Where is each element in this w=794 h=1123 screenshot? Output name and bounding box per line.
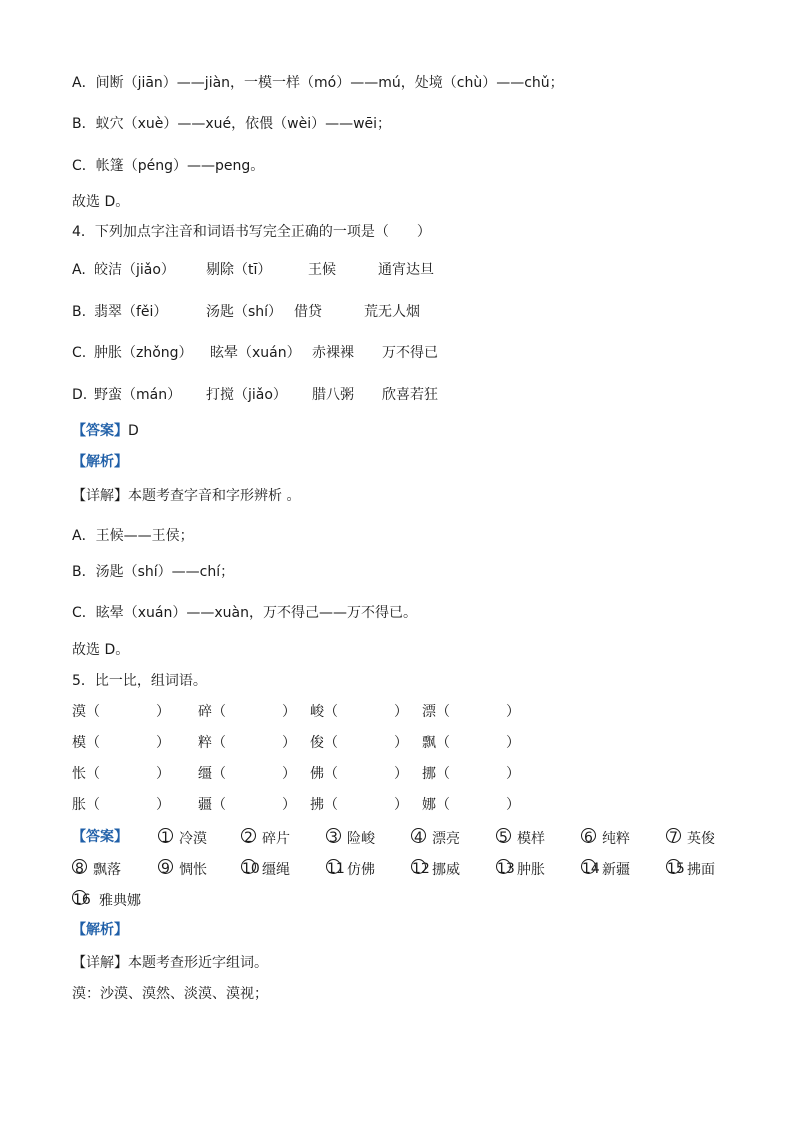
answer-word: 飘落 bbox=[93, 862, 121, 878]
q4-answer bbox=[72, 422, 139, 440]
option-item: 王候 bbox=[308, 262, 336, 278]
detail-tag: 【详解】 bbox=[72, 955, 128, 971]
q4-detail bbox=[72, 487, 300, 505]
answer-item bbox=[666, 859, 715, 879]
grid-cell: 俊（ ） bbox=[310, 735, 408, 751]
option-item: 皎洁（jiǎo） bbox=[94, 262, 175, 278]
circled-number: 11 bbox=[327, 861, 345, 877]
prev-analysis-line-c: C．帐篷（péng）——peng。 bbox=[72, 158, 265, 174]
option-item: 翡翠（fěi） bbox=[94, 304, 168, 320]
option-label: D. bbox=[72, 387, 88, 403]
option-item: 通宵达旦 bbox=[378, 262, 434, 278]
option-item: 剔除（tī） bbox=[206, 262, 272, 278]
grid-cell: 模（ ） bbox=[72, 735, 170, 751]
q4-question: 4．下列加点字注音和词语书写完全正确的一项是（ ） bbox=[72, 224, 431, 240]
answer-word: 新疆 bbox=[602, 862, 630, 878]
prev-analysis-line-a: A．间断（jiān）——jiàn，一模一样（mó）——mú，处境（chù）——chǔ； bbox=[72, 75, 564, 91]
answer-item bbox=[326, 859, 375, 879]
q5-detail bbox=[72, 954, 268, 972]
answer-item bbox=[158, 859, 207, 879]
circled-number: 7 bbox=[666, 828, 681, 843]
answer-word: 挪威 bbox=[432, 862, 460, 878]
q5-question: 5．比一比，组词语。 bbox=[72, 673, 207, 689]
circled-number: 1 bbox=[158, 828, 173, 843]
grid-cell: 拂（ ） bbox=[310, 797, 408, 813]
option-item: 借贷 bbox=[294, 304, 322, 320]
answer-word: 险峻 bbox=[347, 831, 375, 847]
circled-number: 4 bbox=[411, 828, 426, 843]
option-item: 野蛮（mán） bbox=[94, 387, 182, 403]
q4-analysis-line-c: C．眩晕（xuán）——xuàn，万不得己——万不得已。 bbox=[72, 605, 417, 621]
answer-word: 仿佛 bbox=[347, 862, 375, 878]
answer-word: 缰绳 bbox=[262, 862, 290, 878]
answer-item bbox=[411, 859, 460, 879]
prev-analysis-line-b: B．蚁穴（xuè）——xué，依偎（wèi）——wēi； bbox=[72, 116, 392, 132]
answer-item bbox=[326, 828, 375, 848]
q4-analysis-tag: 【解析】 bbox=[72, 454, 128, 470]
circled-number: 16 bbox=[73, 892, 91, 908]
circled-number: 9 bbox=[158, 859, 173, 874]
grid-cell: 飘（ ） bbox=[422, 735, 520, 751]
circled-number: 14 bbox=[582, 861, 600, 877]
grid-cell: 峻（ ） bbox=[310, 704, 408, 720]
answer-word: 冷漠 bbox=[179, 831, 207, 847]
q4-conclusion: 故选 D。 bbox=[72, 642, 130, 658]
answer-tag: 【答案】 bbox=[72, 423, 128, 439]
answer-item bbox=[411, 828, 460, 848]
circled-number: 13 bbox=[497, 861, 515, 877]
option-item: 欣喜若狂 bbox=[382, 387, 438, 403]
option-label: B. bbox=[72, 304, 87, 320]
grid-cell: 粹（ ） bbox=[198, 735, 296, 751]
grid-cell: 佛（ ） bbox=[310, 766, 408, 782]
answer-tag: 【答案】 bbox=[72, 829, 128, 845]
grid-cell: 漠（ ） bbox=[72, 704, 170, 720]
answer-word: 碎片 bbox=[262, 831, 290, 847]
answer-item bbox=[72, 890, 141, 910]
detail-text: 本题考查形近字组词。 bbox=[128, 955, 268, 971]
option-item: 腊八粥 bbox=[312, 387, 354, 403]
circled-number: 8 bbox=[72, 859, 87, 874]
answer-item bbox=[581, 828, 630, 848]
circled-number: 10 bbox=[242, 861, 260, 877]
grid-cell: 疆（ ） bbox=[198, 797, 296, 813]
prev-conclusion: 故选 D。 bbox=[72, 194, 130, 210]
grid-cell: 挪（ ） bbox=[422, 766, 520, 782]
detail-text: 本题考查字音和字形辨析 。 bbox=[128, 488, 301, 504]
q5-first-line: 漠：沙漠、漠然、淡漠、漠视； bbox=[72, 986, 268, 1002]
answer-word: 漂亮 bbox=[432, 831, 460, 847]
grid-cell: 胀（ ） bbox=[72, 797, 170, 813]
option-item: 万不得已 bbox=[382, 345, 438, 361]
answer-item bbox=[72, 859, 121, 879]
q4-analysis-line-a: A．王候——王侯； bbox=[72, 528, 194, 544]
option-item: 汤匙（shí） bbox=[206, 304, 283, 320]
option-item: 肿胀（zhǒng） bbox=[94, 345, 193, 361]
circled-number: 6 bbox=[581, 828, 596, 843]
q4-analysis-line-b: B．汤匙（shí）——chí； bbox=[72, 564, 235, 580]
circled-number: 3 bbox=[326, 828, 341, 843]
option-item: 打搅（jiǎo） bbox=[206, 387, 287, 403]
answer-word: 雅典娜 bbox=[99, 893, 141, 909]
answer-word: 惆怅 bbox=[179, 862, 207, 878]
option-label: C. bbox=[72, 345, 87, 361]
circled-number: 2 bbox=[241, 828, 256, 843]
answer-item bbox=[241, 859, 290, 879]
circled-number: 15 bbox=[667, 861, 685, 877]
answer-item bbox=[666, 828, 715, 848]
detail-tag: 【详解】 bbox=[72, 488, 128, 504]
answer-word: 模样 bbox=[517, 831, 545, 847]
answer-word: 肿胀 bbox=[517, 862, 545, 878]
grid-cell: 怅（ ） bbox=[72, 766, 170, 782]
grid-cell: 漂（ ） bbox=[422, 704, 520, 720]
q5-analysis-tag: 【解析】 bbox=[72, 922, 128, 938]
circled-number: 5 bbox=[496, 828, 511, 843]
grid-cell: 娜（ ） bbox=[422, 797, 520, 813]
answer-word: 纯粹 bbox=[602, 831, 630, 847]
answer-word: 英俊 bbox=[687, 831, 715, 847]
answer-word: 拂面 bbox=[687, 862, 715, 878]
circled-number: 12 bbox=[412, 861, 430, 877]
answer-value: D bbox=[128, 423, 139, 439]
grid-cell: 缰（ ） bbox=[198, 766, 296, 782]
answer-item bbox=[581, 859, 630, 879]
option-label: A. bbox=[72, 262, 86, 278]
answer-item bbox=[496, 828, 545, 848]
option-item: 荒无人烟 bbox=[364, 304, 420, 320]
answer-item bbox=[158, 828, 207, 848]
answer-item bbox=[241, 828, 290, 848]
grid-cell: 碎（ ） bbox=[198, 704, 296, 720]
option-item: 眩晕（xuán） bbox=[210, 345, 301, 361]
option-item: 赤裸裸 bbox=[312, 345, 354, 361]
answer-item bbox=[496, 859, 545, 879]
